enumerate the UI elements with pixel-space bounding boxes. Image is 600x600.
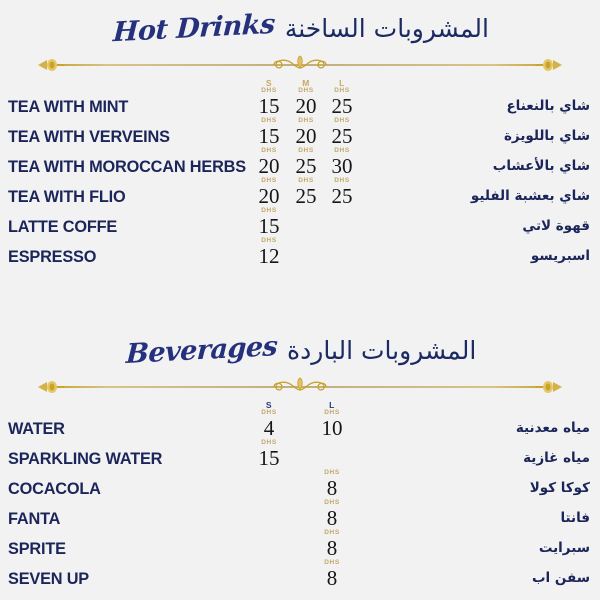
currency-label: DHS xyxy=(324,409,340,416)
item-name-english: TEA WITH MOROCCAN HERBS xyxy=(8,157,246,176)
beverages-heading-arabic: المشروبات الباردة xyxy=(287,335,477,365)
currency-label: DHS xyxy=(298,147,314,154)
currency-label: DHS xyxy=(334,147,350,154)
item-name-arabic: شاي بعشبة الفليو xyxy=(470,188,590,204)
price-l xyxy=(325,117,359,147)
size-header-m: M xyxy=(302,78,310,88)
divider-center-flourish-icon xyxy=(266,376,334,396)
item-name-arabic: سبرايت xyxy=(538,540,590,556)
price-value: 8 xyxy=(326,566,338,590)
price-l xyxy=(325,147,359,177)
price-value: 15 xyxy=(258,94,280,118)
hot-drinks-heading-arabic: المشروبات الساخنة xyxy=(284,13,489,43)
menu-item-row xyxy=(0,409,600,443)
section-beverages xyxy=(0,322,600,593)
price-s xyxy=(252,87,286,117)
price-s xyxy=(252,237,286,267)
price-l xyxy=(325,237,359,245)
beverages-divider xyxy=(0,376,600,396)
price-value: 10 xyxy=(321,416,343,440)
item-name-english: TEA WITH VERVEINS xyxy=(8,127,170,146)
item-name-english: SPRITE xyxy=(8,539,66,558)
price-value: 8 xyxy=(326,506,338,530)
price-s xyxy=(252,439,286,469)
divider-left-finial-icon xyxy=(38,379,64,394)
divider-left-finial-icon xyxy=(38,57,64,72)
section-hot-drinks xyxy=(0,0,600,271)
item-name-arabic: شاي بالأعشاب xyxy=(492,158,590,174)
price-m xyxy=(289,147,323,177)
price-l xyxy=(315,559,349,589)
divider-right-finial-icon xyxy=(536,379,562,394)
price-value: 12 xyxy=(258,244,280,268)
menu-item-row xyxy=(0,559,600,593)
price-value: 8 xyxy=(326,536,338,560)
price-s xyxy=(252,529,286,537)
item-name-english: LATTE COFFE xyxy=(8,217,118,236)
price-l xyxy=(315,529,349,559)
menu-item-row xyxy=(0,529,600,563)
item-name-arabic: شاي بالنعناع xyxy=(506,98,590,114)
currency-label: DHS xyxy=(261,207,277,214)
item-name-english: ESPRESSO xyxy=(8,247,97,266)
price-l xyxy=(315,499,349,529)
price-l xyxy=(315,439,349,447)
price-value: 25 xyxy=(331,124,353,148)
size-header-s: S xyxy=(265,78,273,88)
currency-label: DHS xyxy=(334,117,350,124)
currency-label: DHS xyxy=(261,117,277,124)
item-name-arabic: قهوة لاتي xyxy=(522,218,590,234)
size-header-l: L xyxy=(339,78,345,88)
size-header-s: S xyxy=(265,400,273,410)
item-name-arabic: مياه معدنية xyxy=(515,420,590,436)
price-value: 20 xyxy=(258,154,280,178)
menu-item-row xyxy=(0,237,600,271)
price-value: 4 xyxy=(263,416,275,440)
price-l xyxy=(325,87,359,117)
currency-label: DHS xyxy=(261,147,277,154)
currency-label: DHS xyxy=(261,177,277,184)
price-s xyxy=(252,117,286,147)
price-l xyxy=(325,207,359,215)
menu-item-row xyxy=(0,439,600,473)
item-name-arabic: كوكا كولا xyxy=(529,480,590,496)
price-s xyxy=(252,177,286,207)
price-value: 15 xyxy=(258,124,280,148)
item-name-english: FANTA xyxy=(8,509,61,528)
price-value: 20 xyxy=(295,94,317,118)
price-m xyxy=(289,117,323,147)
price-s xyxy=(252,499,286,507)
currency-label: DHS xyxy=(261,87,277,94)
divider-center-flourish-icon xyxy=(266,54,334,74)
price-value: 20 xyxy=(295,124,317,148)
price-value: 25 xyxy=(331,94,353,118)
price-m xyxy=(289,177,323,207)
hot-drinks-item-list xyxy=(0,87,600,271)
item-name-english: TEA WITH FLIO xyxy=(8,187,126,206)
currency-label: DHS xyxy=(324,469,340,476)
beverages-size-header-row xyxy=(0,400,600,413)
price-value: 15 xyxy=(258,214,280,238)
menu-item-row xyxy=(0,469,600,503)
currency-label: DHS xyxy=(298,87,314,94)
currency-label: DHS xyxy=(324,529,340,536)
price-value: 8 xyxy=(326,476,338,500)
currency-label: DHS xyxy=(324,559,340,566)
price-m xyxy=(289,237,323,245)
item-name-english: COCACOLA xyxy=(8,479,101,498)
item-name-english: TEA WITH MINT xyxy=(8,97,129,116)
price-value: 25 xyxy=(295,154,317,178)
price-s xyxy=(252,147,286,177)
price-l xyxy=(325,177,359,207)
beverages-item-list xyxy=(0,409,600,593)
item-name-arabic: سفن اب xyxy=(531,570,590,586)
price-value: 20 xyxy=(258,184,280,208)
item-name-arabic: اسبريسو xyxy=(530,248,590,264)
price-s xyxy=(252,207,286,237)
price-m xyxy=(289,87,323,117)
currency-label: DHS xyxy=(298,177,314,184)
currency-label: DHS xyxy=(261,439,277,446)
item-name-english: SPARKLING WATER xyxy=(8,449,163,468)
price-value: 25 xyxy=(295,184,317,208)
item-name-english: WATER xyxy=(8,419,65,438)
price-value: 25 xyxy=(331,184,353,208)
divider-right-finial-icon xyxy=(536,57,562,72)
beverages-heading xyxy=(0,322,600,374)
currency-label: DHS xyxy=(334,177,350,184)
item-name-arabic: شاي باللويزة xyxy=(503,128,590,144)
currency-label: DHS xyxy=(324,499,340,506)
price-value: 15 xyxy=(258,446,280,470)
price-s xyxy=(252,409,286,439)
item-name-arabic: مياه غازية xyxy=(523,450,590,466)
currency-label: DHS xyxy=(334,87,350,94)
beverages-heading-english: Beverages xyxy=(124,330,278,370)
currency-label: DHS xyxy=(298,117,314,124)
price-m xyxy=(289,207,323,215)
price-l xyxy=(315,469,349,499)
price-l xyxy=(315,409,349,439)
currency-label: DHS xyxy=(261,237,277,244)
item-name-english: SEVEN UP xyxy=(8,569,89,588)
hot-drinks-heading xyxy=(0,0,600,52)
menu-item-row xyxy=(0,499,600,533)
hot-drinks-divider xyxy=(0,54,600,74)
price-value: 30 xyxy=(331,154,353,178)
hot-drinks-heading-english: Hot Drinks xyxy=(112,8,276,48)
item-name-arabic: فانتا xyxy=(560,510,590,526)
price-s xyxy=(252,469,286,477)
price-s xyxy=(252,559,286,567)
size-header-l: L xyxy=(329,400,335,410)
currency-label: DHS xyxy=(261,409,277,416)
